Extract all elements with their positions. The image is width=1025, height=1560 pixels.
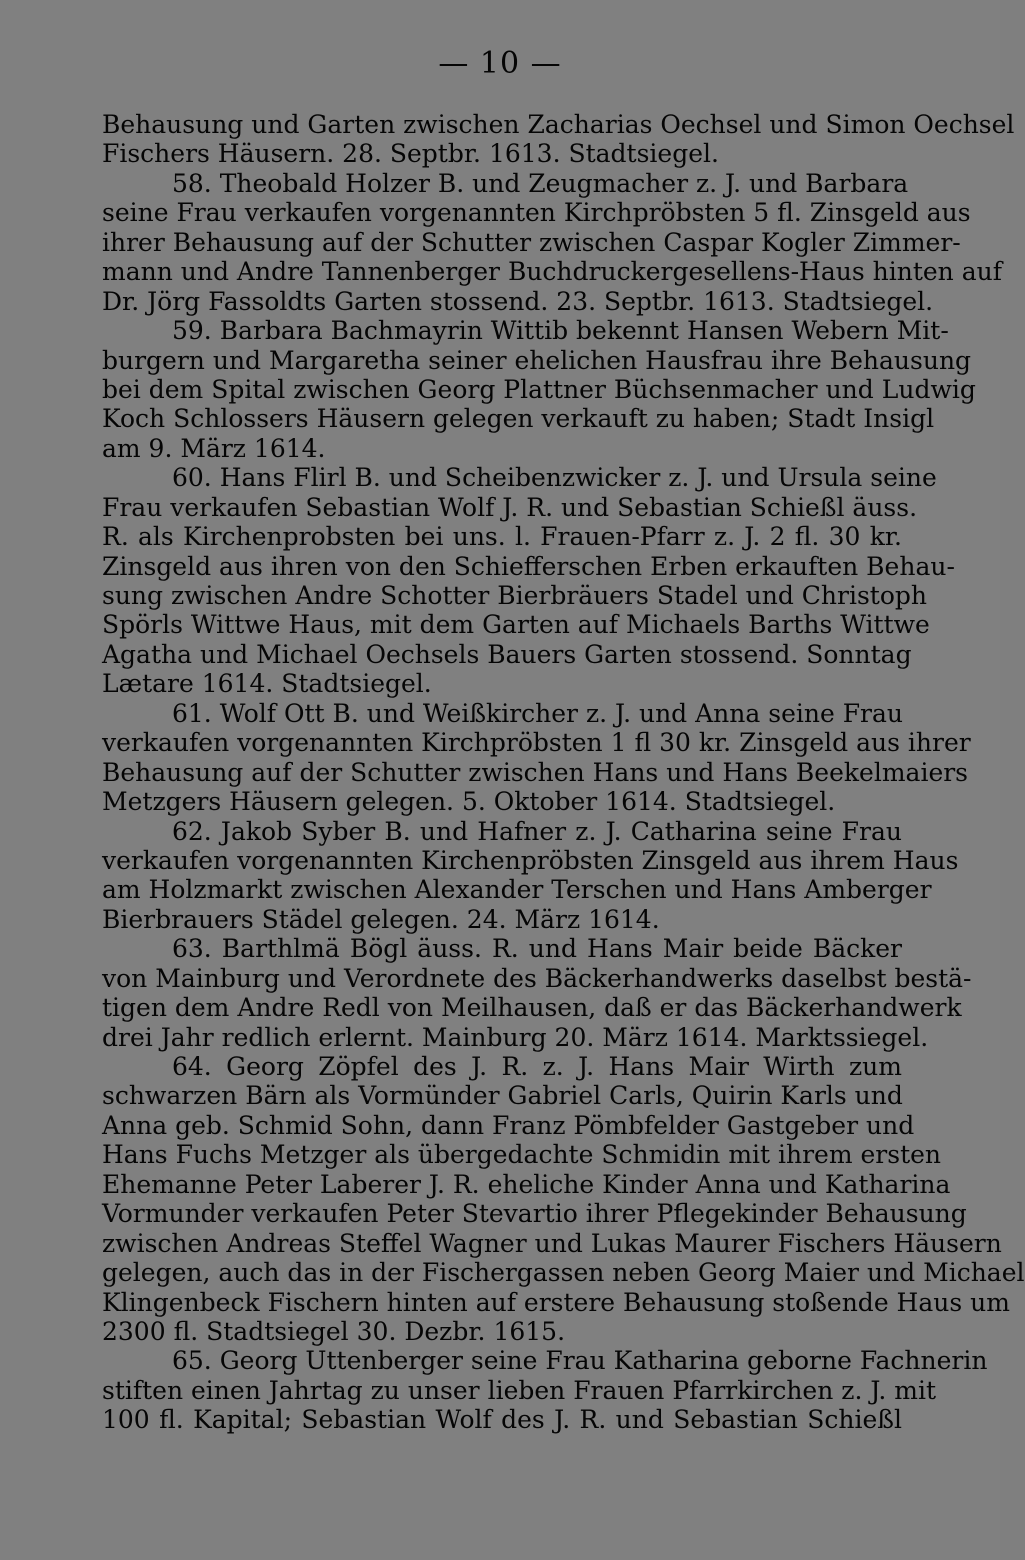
text-line: Zinsgeld aus ihren von den Schiefferschen Erben erkauften Behau-	[102, 551, 955, 581]
text-line: Vormunder verkaufen Peter Stevartio ihrer Pflegekinder Behausung	[102, 1199, 967, 1229]
text-line: am 9. März 1614.	[102, 433, 326, 463]
text-line: Behausung auf der Schutter zwischen Hans und Hans Beekelmaiers	[102, 757, 969, 787]
text-line: seine Frau verkaufen vorgenannten Kirchpröbsten 5 fl. Zinsgeld aus	[102, 198, 971, 228]
text-line: Frau verkaufen Sebastian Wolf J. R. und Sebastian Schießl äuss.	[102, 492, 918, 522]
text-line: stiften einen Jahrtag zu unser lieben Frauen Pfarrkirchen z. J. mit	[102, 1375, 937, 1405]
text-line: 58. Theobald Holzer B. und Zeugmacher z. J. und Barbara	[172, 168, 909, 198]
text-line: bei dem Spital zwischen Georg Plattner Büchsenmacher und Ludwig	[102, 374, 976, 404]
text-line: ihrer Behausung auf der Schutter zwischen Caspar Kogler Zimmer-	[102, 227, 961, 257]
text-line: 63. Barthlmä Bögl äuss. R. und Hans Mair beide Bäcker	[172, 934, 902, 964]
text-line: verkaufen vorgenannten Kirchpröbsten 1 fl 30 kr. Zinsgeld aus ihrer	[102, 728, 971, 758]
text-line: verkaufen vorgenannten Kirchenpröbsten Zinsgeld aus ihrem Haus	[102, 845, 959, 875]
text-line: Dr. Jörg Fassoldts Garten stossend. 23. Septbr. 1613. Stadtsiegel.	[102, 286, 934, 316]
text-line: zwischen Andreas Steffel Wagner und Lukas Maurer Fischers Häusern	[102, 1228, 1002, 1258]
text-line: Ehemanne Peter Laberer J. R. eheliche Kinder Anna und Katharina	[102, 1169, 951, 1199]
text-line: 65. Georg Uttenberger seine Frau Katharina geborne Fachnerin	[172, 1346, 988, 1376]
text-line: 62. Jakob Syber B. und Hafner z. J. Catharina seine Frau	[172, 816, 902, 846]
text-line: 59. Barbara Bachmayrin Wittib bekennt Hansen Webern Mit-	[172, 316, 949, 346]
text-line: Koch Schlossers Häusern gelegen verkauft zu haben; Stadt Insigl	[102, 404, 935, 434]
text-line: mann und Andre Tannenberger Buchdruckergesellens-Haus hinten auf	[102, 257, 1002, 287]
text-line: Anna geb. Schmid Sohn, dann Franz Pömbfelder Gastgeber und	[102, 1110, 915, 1140]
text-line: Hans Fuchs Metzger als übergedachte Schmidin mit ihrem ersten	[102, 1140, 942, 1170]
text-line: 60. Hans Flirl B. und Scheibenzwicker z. J. und Ursula seine	[172, 463, 937, 493]
text-line: Behausung und Garten zwischen Zacharias Oechsel und Simon Oechsel	[102, 110, 1015, 139]
text-line: Fischers Häusern. 28. Septbr. 1613. Stadtsiegel.	[102, 139, 719, 169]
text-line: 2300 fl. Stadtsiegel 30. Dezbr. 1615.	[102, 1316, 566, 1346]
text-line: Spörls Wittwe Haus, mit dem Garten auf Michaels Barths Wittwe	[102, 610, 930, 640]
text-line: gelegen, auch das in der Fischergassen neben Georg Maier und Michael	[102, 1258, 1025, 1288]
text-line: Metzgers Häusern gelegen. 5. Oktober 1614. Stadtsiegel.	[102, 787, 836, 817]
text-line: von Mainburg und Verordnete des Bäckerhandwerks daselbst bestä-	[102, 963, 972, 993]
body-text	[102, 110, 1025, 1435]
text-line: R. als Kirchenprobsten bei uns. l. Frauen-Pfarr z. J. 2 fl. 30 kr.	[102, 522, 902, 552]
text-line: Klingenbeck Fischern hinten auf erstere Behausung stoßende Haus um	[102, 1287, 1010, 1317]
text-line: 100 fl. Kapital; Sebastian Wolf des J. R. und Sebastian Schießl	[102, 1405, 902, 1435]
text-line: sung zwischen Andre Schotter Bierbräuers Stadel und Christoph	[102, 581, 928, 610]
text-line: schwarzen Bärn als Vormünder Gabriel Carls, Quirin Karls und	[102, 1081, 903, 1111]
text-line: 64. Georg Zöpfel des J. R. z. J. Hans Mair Wirth zum	[172, 1052, 902, 1081]
text-line: Lætare 1614. Stadtsiegel.	[102, 669, 432, 699]
text-line: Bierbrauers Städel gelegen. 24. März 1614.	[102, 904, 660, 934]
text-line: Agatha und Michael Oechsels Bauers Garten stossend. Sonntag	[102, 639, 912, 669]
text-line: 61. Wolf Ott B. und Weißkircher z. J. und Anna seine Frau	[172, 698, 904, 728]
text-line: drei Jahr redlich erlernt. Mainburg 20. März 1614. Marktssiegel.	[102, 1022, 929, 1052]
page-number: — 10 —	[438, 46, 562, 81]
text-line: burgern und Margaretha seiner ehelichen Hausfrau ihre Behausung	[102, 345, 972, 375]
text-line: tigen dem Andre Redl von Meilhausen, daß er das Bäckerhandwerk	[102, 993, 962, 1023]
text-line: am Holzmarkt zwischen Alexander Terschen und Hans Amberger	[102, 875, 932, 905]
